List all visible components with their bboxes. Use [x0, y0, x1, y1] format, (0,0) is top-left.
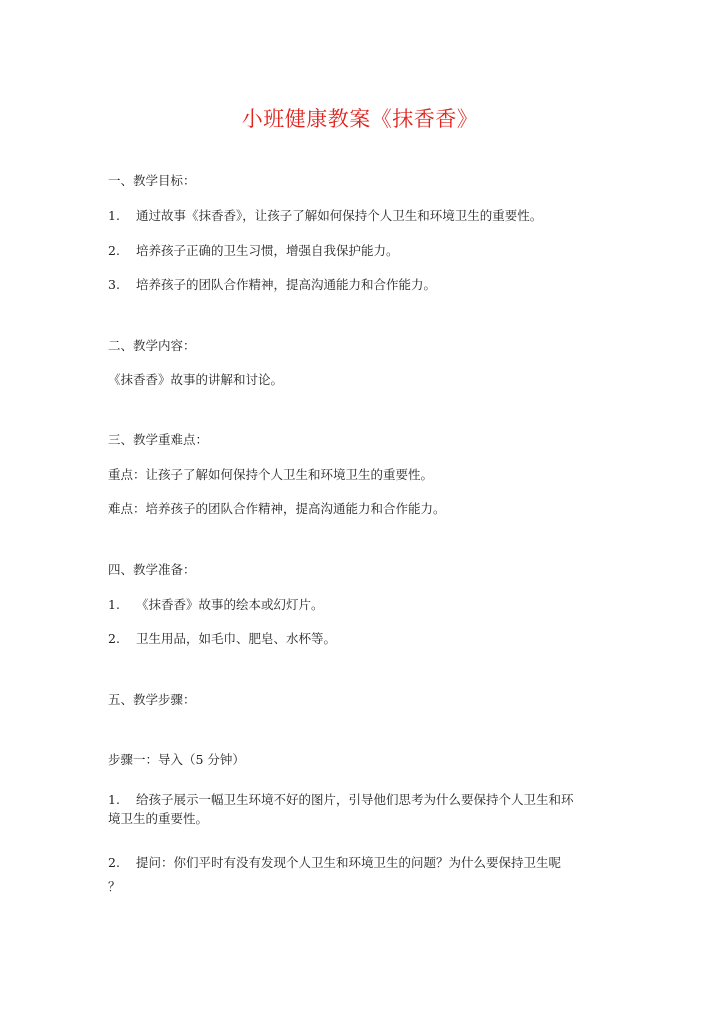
list-item	[108, 630, 336, 648]
page-title: 小班健康教案《抹香香》	[241, 107, 479, 131]
list-item	[108, 596, 324, 614]
list-number: 2.	[108, 631, 120, 646]
list-item	[108, 791, 574, 809]
section-heading-keypoints: 三、教学重难点：	[108, 432, 209, 447]
list-item	[108, 207, 542, 225]
list-item	[108, 854, 561, 872]
list-item	[108, 276, 436, 294]
section-heading-prep: 四、教学准备：	[108, 562, 196, 577]
list-number: 1.	[108, 597, 120, 612]
list-text-continuation: 境卫生的重要性。	[108, 811, 209, 826]
section-heading-goals: 一、教学目标：	[108, 173, 196, 188]
list-text: 培养孩子的团队合作精神，提高沟通能力和合作能力。	[136, 277, 437, 292]
paragraph-key-point: 重点：让孩子了解如何保持个人卫生和环境卫生的重要性。	[108, 467, 434, 482]
list-number: 2.	[108, 855, 120, 870]
list-item	[108, 242, 399, 260]
list-text: 通过故事《抹香香》，让孩子了解如何保持个人卫生和环境卫生的重要性。	[136, 208, 543, 223]
list-number: 2.	[108, 243, 120, 258]
list-text: 培养孩子正确的卫生习惯，增强自我保护能力。	[136, 243, 399, 258]
list-number: 1.	[108, 208, 120, 223]
list-text: 给孩子展示一幅卫生环境不好的图片，引导他们思考为什么要保持个人卫生和环	[136, 792, 574, 807]
section-heading-steps: 五、教学步骤：	[108, 692, 196, 707]
list-text-continuation: ？	[108, 879, 121, 894]
paragraph-difficult-point: 难点：培养孩子的团队合作精神，提高沟通能力和合作能力。	[108, 501, 446, 516]
list-text: 提问：你们平时有没有发现个人卫生和环境卫生的问题？为什么要保持卫生呢	[136, 855, 562, 870]
list-text: 卫生用品，如毛巾、肥皂、水杯等。	[136, 631, 337, 646]
list-number: 1.	[108, 792, 120, 807]
section-heading-content: 二、教学内容：	[108, 338, 196, 353]
step-heading: 步骤一：导入（5 分钟）	[108, 752, 245, 767]
list-number: 3.	[108, 277, 120, 292]
paragraph: 《抹香香》故事的讲解和讨论。	[108, 372, 284, 387]
list-text: 《抹香香》故事的绘本或幻灯片。	[136, 597, 324, 612]
